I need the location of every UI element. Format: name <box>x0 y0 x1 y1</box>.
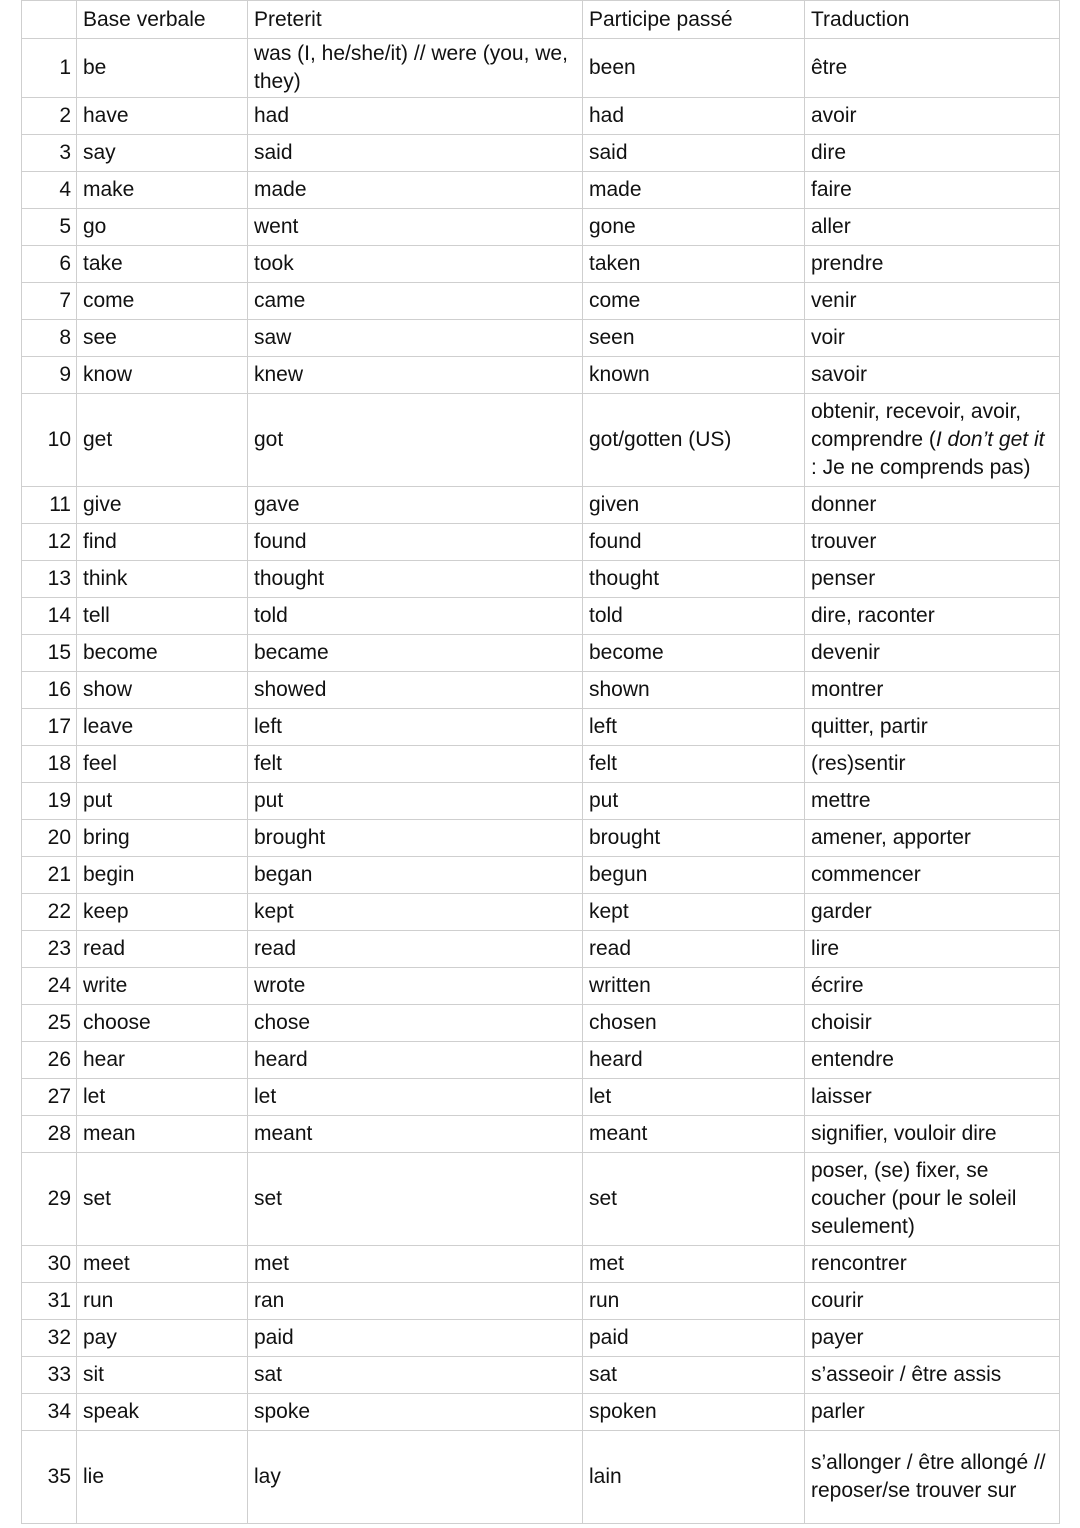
translation-cell: poser, (se) fixer, se coucher (pour le soleil seulement) <box>805 1153 1060 1246</box>
preterit-cell: gave <box>248 487 583 524</box>
table-row <box>22 209 1060 246</box>
header-cell-preterit: Preterit <box>248 1 583 39</box>
translation-cell: savoir <box>805 357 1060 394</box>
table-row <box>22 39 1060 98</box>
base-cell: show <box>77 672 248 709</box>
row-number: 6 <box>22 246 77 283</box>
row-number: 12 <box>22 524 77 561</box>
preterit-cell: felt <box>248 746 583 783</box>
translation-cell: faire <box>805 172 1060 209</box>
preterit-cell: showed <box>248 672 583 709</box>
translation-cell: laisser <box>805 1079 1060 1116</box>
table-row <box>22 709 1060 746</box>
translation-cell: (res)sentir <box>805 746 1060 783</box>
header-cell-base: Base verbale <box>77 1 248 39</box>
row-number: 9 <box>22 357 77 394</box>
table-row <box>22 1116 1060 1153</box>
row-number: 2 <box>22 98 77 135</box>
participle-cell: meant <box>583 1116 805 1153</box>
translation-cell: prendre <box>805 246 1060 283</box>
preterit-cell: took <box>248 246 583 283</box>
preterit-cell: left <box>248 709 583 746</box>
preterit-cell: spoke <box>248 1394 583 1431</box>
participle-cell: said <box>583 135 805 172</box>
translation-cell: quitter, partir <box>805 709 1060 746</box>
preterit-cell: came <box>248 283 583 320</box>
table-row <box>22 246 1060 283</box>
preterit-cell: told <box>248 598 583 635</box>
table-row <box>22 1320 1060 1357</box>
base-cell: read <box>77 931 248 968</box>
base-cell: write <box>77 968 248 1005</box>
table-row <box>22 1079 1060 1116</box>
participle-cell: let <box>583 1079 805 1116</box>
table-row <box>22 1042 1060 1079</box>
preterit-cell: found <box>248 524 583 561</box>
row-number: 3 <box>22 135 77 172</box>
verb-table <box>21 0 1060 1524</box>
table-row <box>22 1357 1060 1394</box>
row-number: 21 <box>22 857 77 894</box>
participle-cell: put <box>583 783 805 820</box>
translation-cell: devenir <box>805 635 1060 672</box>
base-cell: lie <box>77 1431 248 1524</box>
preterit-cell: said <box>248 135 583 172</box>
row-number: 13 <box>22 561 77 598</box>
preterit-cell: brought <box>248 820 583 857</box>
row-number: 35 <box>22 1431 77 1524</box>
table-row <box>22 783 1060 820</box>
translation-cell: entendre <box>805 1042 1060 1079</box>
preterit-cell: ran <box>248 1283 583 1320</box>
row-number: 1 <box>22 39 77 98</box>
translation-text: obtenir, recevoir, avoir, comprendre ( <box>811 400 1022 451</box>
translation-cell: dire, raconter <box>805 598 1060 635</box>
row-number: 30 <box>22 1246 77 1283</box>
base-cell: have <box>77 98 248 135</box>
participle-cell: seen <box>583 320 805 357</box>
participle-cell: felt <box>583 746 805 783</box>
table-row <box>22 857 1060 894</box>
translation-cell: s’asseoir / être assis <box>805 1357 1060 1394</box>
participle-cell: run <box>583 1283 805 1320</box>
table-row <box>22 894 1060 931</box>
row-number: 23 <box>22 931 77 968</box>
participle-cell: brought <box>583 820 805 857</box>
translation-cell: écrire <box>805 968 1060 1005</box>
preterit-cell: sat <box>248 1357 583 1394</box>
participle-cell: taken <box>583 246 805 283</box>
table-row <box>22 172 1060 209</box>
preterit-cell: knew <box>248 357 583 394</box>
participle-cell: paid <box>583 1320 805 1357</box>
translation-cell: commencer <box>805 857 1060 894</box>
row-number: 19 <box>22 783 77 820</box>
row-number: 5 <box>22 209 77 246</box>
preterit-cell: heard <box>248 1042 583 1079</box>
translation-cell: avoir <box>805 98 1060 135</box>
participle-cell: begun <box>583 857 805 894</box>
base-cell: find <box>77 524 248 561</box>
translation-cell: mettre <box>805 783 1060 820</box>
row-number: 7 <box>22 283 77 320</box>
base-cell: let <box>77 1079 248 1116</box>
translation-cell: courir <box>805 1283 1060 1320</box>
row-number: 11 <box>22 487 77 524</box>
table-row <box>22 820 1060 857</box>
base-cell: choose <box>77 1005 248 1042</box>
base-cell: pay <box>77 1320 248 1357</box>
table-row <box>22 561 1060 598</box>
base-cell: see <box>77 320 248 357</box>
table-row <box>22 1153 1060 1246</box>
participle-cell: known <box>583 357 805 394</box>
translation-cell: penser <box>805 561 1060 598</box>
row-number: 15 <box>22 635 77 672</box>
row-number: 29 <box>22 1153 77 1246</box>
table-row <box>22 524 1060 561</box>
participle-cell: got/gotten (US) <box>583 394 805 487</box>
participle-cell: told <box>583 598 805 635</box>
participle-cell: heard <box>583 1042 805 1079</box>
base-cell: know <box>77 357 248 394</box>
base-cell: speak <box>77 1394 248 1431</box>
translation-cell: dire <box>805 135 1060 172</box>
base-cell: make <box>77 172 248 209</box>
preterit-cell: read <box>248 931 583 968</box>
translation-cell: être <box>805 39 1060 98</box>
base-cell: become <box>77 635 248 672</box>
row-number: 26 <box>22 1042 77 1079</box>
participle-cell: chosen <box>583 1005 805 1042</box>
participle-cell: written <box>583 968 805 1005</box>
translation-cell: rencontrer <box>805 1246 1060 1283</box>
base-cell: leave <box>77 709 248 746</box>
translation-example-italic: I don’t get it <box>935 428 1045 451</box>
table-row <box>22 394 1060 487</box>
base-cell: keep <box>77 894 248 931</box>
table-row <box>22 135 1060 172</box>
row-number: 4 <box>22 172 77 209</box>
translation-cell: parler <box>805 1394 1060 1431</box>
preterit-cell: meant <box>248 1116 583 1153</box>
preterit-cell: saw <box>248 320 583 357</box>
participle-cell: been <box>583 39 805 98</box>
base-cell: meet <box>77 1246 248 1283</box>
table-header-row <box>22 1 1060 39</box>
participle-cell: kept <box>583 894 805 931</box>
table-row <box>22 1394 1060 1431</box>
base-cell: set <box>77 1153 248 1246</box>
translation-cell: trouver <box>805 524 1060 561</box>
translation-cell <box>805 394 1060 487</box>
table-row <box>22 1246 1060 1283</box>
preterit-cell: met <box>248 1246 583 1283</box>
translation-cell: lire <box>805 931 1060 968</box>
translation-cell: amener, apporter <box>805 820 1060 857</box>
base-cell: run <box>77 1283 248 1320</box>
base-cell: sit <box>77 1357 248 1394</box>
table-row <box>22 1283 1060 1320</box>
header-cell-number <box>22 1 77 39</box>
base-cell: get <box>77 394 248 487</box>
preterit-cell: set <box>248 1153 583 1246</box>
preterit-cell: began <box>248 857 583 894</box>
participle-cell: met <box>583 1246 805 1283</box>
preterit-cell: let <box>248 1079 583 1116</box>
row-number: 14 <box>22 598 77 635</box>
translation-cell: voir <box>805 320 1060 357</box>
table-row <box>22 98 1060 135</box>
table-row <box>22 672 1060 709</box>
row-number: 31 <box>22 1283 77 1320</box>
base-cell: tell <box>77 598 248 635</box>
row-number: 17 <box>22 709 77 746</box>
row-number: 8 <box>22 320 77 357</box>
participle-cell: spoken <box>583 1394 805 1431</box>
translation-cell: garder <box>805 894 1060 931</box>
translation-cell: venir <box>805 283 1060 320</box>
translation-cell: payer <box>805 1320 1060 1357</box>
preterit-cell: paid <box>248 1320 583 1357</box>
preterit-cell: kept <box>248 894 583 931</box>
base-cell: bring <box>77 820 248 857</box>
row-number: 18 <box>22 746 77 783</box>
participle-cell: made <box>583 172 805 209</box>
row-number: 25 <box>22 1005 77 1042</box>
row-number: 28 <box>22 1116 77 1153</box>
table-row <box>22 931 1060 968</box>
table-row <box>22 487 1060 524</box>
participle-cell: given <box>583 487 805 524</box>
translation-cell: signifier, vouloir dire <box>805 1116 1060 1153</box>
translation-cell: aller <box>805 209 1060 246</box>
translation-cell: donner <box>805 487 1060 524</box>
preterit-cell: got <box>248 394 583 487</box>
preterit-cell: became <box>248 635 583 672</box>
base-cell: take <box>77 246 248 283</box>
table-row <box>22 320 1060 357</box>
translation-text: : Je ne comprends pas) <box>811 456 1031 479</box>
participle-cell: come <box>583 283 805 320</box>
row-number: 32 <box>22 1320 77 1357</box>
base-cell: put <box>77 783 248 820</box>
base-cell: begin <box>77 857 248 894</box>
row-number: 16 <box>22 672 77 709</box>
participle-cell: read <box>583 931 805 968</box>
row-number: 34 <box>22 1394 77 1431</box>
translation-cell: montrer <box>805 672 1060 709</box>
preterit-cell: put <box>248 783 583 820</box>
header-cell-translation: Traduction <box>805 1 1060 39</box>
base-cell: go <box>77 209 248 246</box>
preterit-cell: was (I, he/she/it) // were (you, we, they) <box>248 39 583 98</box>
row-number: 22 <box>22 894 77 931</box>
row-number: 10 <box>22 394 77 487</box>
participle-cell: become <box>583 635 805 672</box>
base-cell: hear <box>77 1042 248 1079</box>
row-number: 20 <box>22 820 77 857</box>
participle-cell: lain <box>583 1431 805 1524</box>
participle-cell: gone <box>583 209 805 246</box>
base-cell: give <box>77 487 248 524</box>
base-cell: be <box>77 39 248 98</box>
preterit-cell: had <box>248 98 583 135</box>
preterit-cell: thought <box>248 561 583 598</box>
table-row <box>22 746 1060 783</box>
base-cell: feel <box>77 746 248 783</box>
translation-cell: choisir <box>805 1005 1060 1042</box>
preterit-cell: chose <box>248 1005 583 1042</box>
table-row <box>22 283 1060 320</box>
participle-cell: sat <box>583 1357 805 1394</box>
header-cell-participle: Participe passé <box>583 1 805 39</box>
base-cell: think <box>77 561 248 598</box>
base-cell: mean <box>77 1116 248 1153</box>
participle-cell: found <box>583 524 805 561</box>
participle-cell: thought <box>583 561 805 598</box>
table-row <box>22 1005 1060 1042</box>
preterit-cell: wrote <box>248 968 583 1005</box>
base-cell: say <box>77 135 248 172</box>
participle-cell: set <box>583 1153 805 1246</box>
table-row <box>22 598 1060 635</box>
row-number: 33 <box>22 1357 77 1394</box>
preterit-cell: made <box>248 172 583 209</box>
table-row <box>22 968 1060 1005</box>
table-row <box>22 635 1060 672</box>
table-row <box>22 1431 1060 1524</box>
base-cell: come <box>77 283 248 320</box>
participle-cell: left <box>583 709 805 746</box>
preterit-cell: lay <box>248 1431 583 1524</box>
row-number: 27 <box>22 1079 77 1116</box>
table-row <box>22 357 1060 394</box>
preterit-cell: went <box>248 209 583 246</box>
translation-cell: s’allonger / être allongé // reposer/se trouver sur <box>805 1431 1060 1524</box>
participle-cell: shown <box>583 672 805 709</box>
row-number: 24 <box>22 968 77 1005</box>
participle-cell: had <box>583 98 805 135</box>
